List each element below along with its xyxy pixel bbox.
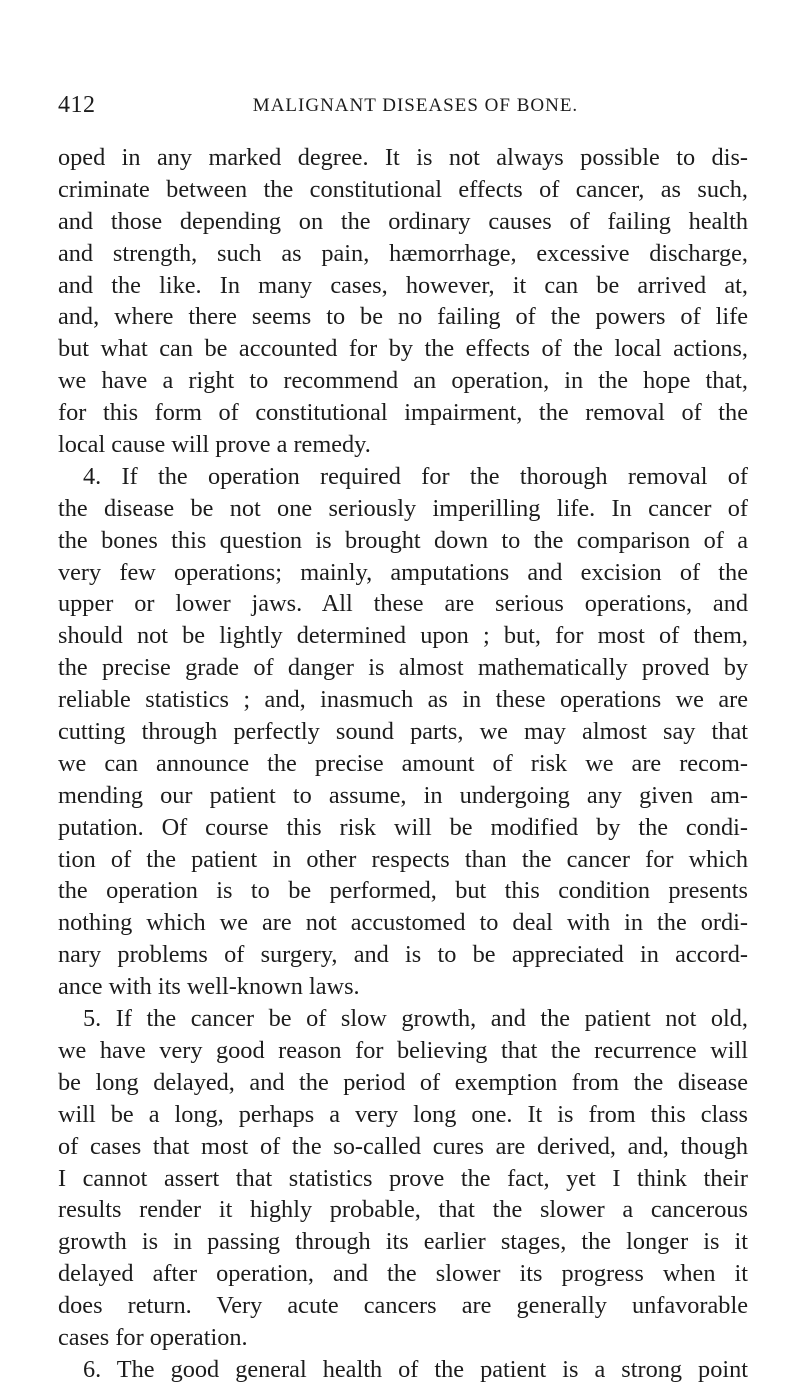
text-line: 6. The good general health of the patient is a strong point — [83, 1355, 748, 1383]
text-line: delayed after operation, and the slower its progress when it — [58, 1260, 748, 1288]
text-line: the disease be not one seriously imperilling life. In cancer of — [58, 494, 748, 522]
text-line: of cases that most of the so-called cures are derived, and, though — [58, 1132, 748, 1160]
text-line: and strength, such as pain, hæmorrhage, excessive discharge, — [58, 239, 748, 267]
text-line: does return. Very acute cancers are generally unfavorable — [58, 1292, 748, 1320]
text-line: we have very good reason for believing that the recurrence will — [58, 1036, 748, 1064]
text-line: nothing which we are not accustomed to deal with in the ordi- — [58, 909, 748, 937]
text-line: criminate between the constitutional effects of cancer, as such, — [58, 175, 748, 203]
text-line: 5. If the cancer be of slow growth, and the patient not old, — [83, 1005, 748, 1033]
text-line: cases for operation. — [58, 1323, 248, 1351]
text-line: and those depending on the ordinary causes of failing health — [58, 207, 748, 235]
text-line: local cause will prove a remedy. — [58, 431, 371, 459]
text-line: I cannot assert that statistics prove the fact, yet I think their — [58, 1164, 748, 1192]
text-line: reliable statistics ; and, inasmuch as in these operations we are — [58, 686, 748, 714]
text-line: will be a long, perhaps a very long one. It is from this class — [58, 1100, 748, 1128]
text-line: and the like. In many cases, however, it can be arrived at, — [58, 271, 748, 299]
text-line: growth is in passing through its earlier stages, the longer is it — [58, 1228, 748, 1256]
text-line: very few operations; mainly, amputations and excision of the — [58, 558, 748, 586]
text-line: we can announce the precise amount of risk we are recom- — [58, 749, 748, 777]
text-line: nary problems of surgery, and is to be appreciated in accord- — [58, 941, 748, 969]
text-line: the precise grade of danger is almost mathematically proved by — [58, 654, 748, 682]
text-line: results render it highly probable, that the slower a cancerous — [58, 1196, 748, 1224]
text-line: for this form of constitutional impairment, the removal of the — [58, 399, 748, 427]
page-number: 412 — [58, 92, 96, 118]
text-line: upper or lower jaws. All these are serious operations, and — [58, 590, 748, 618]
text-line: putation. Of course this risk will be modified by the condi- — [58, 813, 748, 841]
body-text — [58, 142, 748, 1386]
text-line: and, where there seems to be no failing of the powers of life — [58, 303, 748, 331]
running-head — [58, 92, 743, 122]
running-title: MALIGNANT DISEASES OF BONE. — [252, 95, 579, 116]
text-line: the operation is to be performed, but this condition presents — [58, 877, 748, 905]
text-line: should not be lightly determined upon ; but, for most of them, — [58, 622, 748, 650]
text-line: mending our patient to assume, in undergoing any given am- — [58, 781, 748, 809]
text-line: we have a right to recommend an operation, in the hope that, — [58, 367, 748, 395]
text-line: but what can be accounted for by the effects of the local actions, — [58, 335, 748, 363]
text-line: tion of the patient in other respects than the cancer for which — [58, 845, 748, 873]
text-line: oped in any marked degree. It is not always possible to dis- — [58, 144, 748, 171]
text-line: cutting through perfectly sound parts, we may almost say that — [58, 718, 748, 746]
text-line: ance with its well-known laws. — [58, 973, 360, 1001]
text-line: be long delayed, and the period of exemption from the disease — [58, 1068, 748, 1096]
text-line: 4. If the operation required for the thorough removal of — [83, 462, 748, 490]
text-line: the bones this question is brought down to the comparison of a — [58, 526, 748, 554]
